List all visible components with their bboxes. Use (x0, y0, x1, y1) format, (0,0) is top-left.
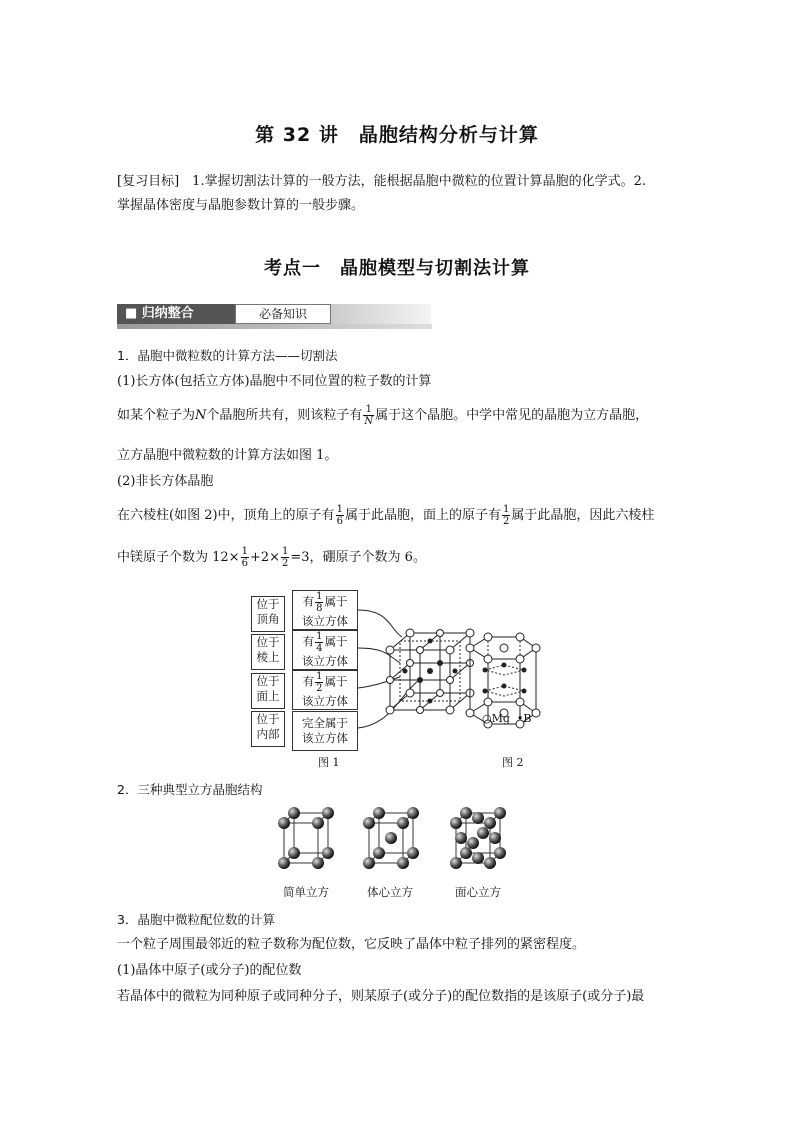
mg-atom (466, 644, 474, 652)
fig1-desc-text: 该立方体 (302, 694, 348, 708)
para-line-2: 立方晶胞中微粒数的计算方法如图 1。 (117, 448, 338, 463)
frac-num: 1 (316, 671, 323, 682)
atom-corner (386, 706, 394, 714)
legend-b: •B (516, 712, 532, 725)
fraction (363, 404, 374, 427)
connector-line (358, 610, 402, 637)
heading-2: 2．三种典型立方晶胞结构 (117, 782, 263, 797)
para-line-4 (117, 546, 426, 570)
page-title: 第 32 讲 晶胞结构分析与计算 (255, 124, 539, 146)
label-simple-cubic: 简单立方 (283, 885, 329, 899)
text-run: 个晶胞所共有，则该粒子有 (206, 408, 363, 423)
frac-num: 1 (363, 404, 374, 416)
fig1-desc-text: 完全属于 (302, 716, 348, 730)
text-run: =3，硼原子个数为 6。 (290, 550, 426, 565)
atom-corner (446, 706, 454, 714)
text-run: 如某个粒子为 (117, 408, 196, 423)
review-goals (117, 170, 677, 218)
fraction (241, 546, 249, 569)
fig1-desc-text: 有 (302, 594, 315, 609)
fraction (502, 504, 510, 527)
review-line1: 1.掌握切割法计算的一般方法，能根据晶胞中微粒的位置计算晶胞的化学式。2. (192, 174, 646, 189)
heading-1: 1．晶胞中微粒数的计算方法——切割法 (117, 348, 338, 363)
frac-den: N (364, 416, 374, 427)
para-line-1 (117, 404, 687, 428)
sub-heading-1: (1)长方体(包括立方体)晶胞中不同位置的粒子数的计算 (117, 374, 432, 389)
fig1-pos-text: 面上 (256, 689, 280, 703)
atom-corner (406, 689, 414, 697)
atom-corner (446, 646, 454, 654)
frac-den: 2 (502, 516, 510, 527)
fig1-pos-text: 位于 (256, 674, 280, 688)
b-atom (483, 668, 488, 673)
fig1-desc-text: 属于 (324, 634, 348, 649)
frac-den: 2 (316, 683, 323, 694)
fig1-desc-text: 有 (302, 674, 315, 689)
review-label: [复习目标] (117, 174, 180, 189)
fig1-pos-text: 棱上 (256, 650, 280, 664)
banner-tail (331, 304, 431, 324)
label-bcc: 体心立方 (367, 885, 413, 899)
sub-heading-2: (2)非长方体晶胞 (117, 474, 214, 489)
text-run: 属于这个晶胞。中学中常见的晶胞为立方晶胞， (375, 408, 649, 423)
frac-den: 6 (241, 558, 248, 569)
fig1-caption: 图 1 (318, 756, 340, 769)
fraction (336, 504, 344, 527)
fig2-caption: 图 2 (502, 756, 524, 769)
frac-num: 1 (316, 591, 323, 602)
sub-heading-3: (1)晶体中原子(或分子)的配位数 (117, 963, 302, 978)
fig1-desc-text: 该立方体 (302, 614, 348, 628)
frac-num: 1 (282, 546, 289, 557)
fig1-pos-text: 顶角 (256, 612, 280, 626)
frac-num: 1 (241, 546, 248, 557)
frac-num: 1 (502, 504, 510, 515)
fig1-desc-text: 该立方体 (302, 731, 348, 745)
fig2-legend (482, 712, 531, 725)
fraction (281, 546, 289, 569)
legend-mg: ○Mg (482, 712, 510, 725)
frac-den: 2 (282, 558, 289, 569)
text-run: +2× (249, 550, 281, 565)
atom-corner (406, 629, 414, 637)
frac-num: 1 (316, 631, 323, 642)
section-title: 考点一 晶胞模型与切割法计算 (264, 258, 530, 279)
review-line2: 掌握晶体密度与晶胞参数计算的一般步骤。 (117, 198, 365, 213)
atom-corner (466, 629, 474, 637)
banner-dark-label: ■ 归纳整合 (117, 304, 235, 324)
crystal-figures (240, 585, 560, 775)
para-line-3 (117, 504, 687, 528)
text-run: 属于此晶胞，因此六棱柱 (511, 508, 655, 523)
para-line-5: 一个粒子周围最邻近的粒子数称为配位数，它反映了晶体中粒子排列的紧密程度。 (117, 937, 586, 952)
fig1-pos-text: 位于 (256, 712, 280, 726)
section-banner (117, 304, 432, 330)
atom-corner (386, 646, 394, 654)
atom-interior (417, 677, 423, 683)
fig1-pos-text: 位于 (256, 635, 280, 649)
fig1-pos-text: 内部 (256, 727, 280, 741)
heading-3: 3．晶胞中微粒配位数的计算 (117, 912, 275, 927)
cubic-lattices (270, 805, 530, 885)
fig1-desc-text: 有 (302, 634, 315, 649)
text-run: 属于此晶胞，面上的原子有 (344, 508, 501, 523)
var-n: N (195, 408, 207, 423)
banner-shade (117, 324, 432, 329)
fig1-desc-text: 该立方体 (302, 654, 348, 668)
text-run: 在六棱柱(如图 2)中，顶角上的原子有 (117, 508, 335, 523)
banner-light-label: 必备知识 (235, 304, 331, 324)
text-run: 中镁原子个数为 12× (117, 550, 240, 565)
frac-den: 4 (316, 643, 323, 654)
connector-line (358, 681, 418, 728)
para-line-6: 若晶体中的微粒为同种原子或同种分子，则某原子(或分子)的配位数指的是该原子(或分子)最 (117, 989, 645, 1004)
fig1-desc-text: 属于 (324, 594, 348, 609)
frac-num: 1 (336, 504, 343, 515)
frac-den: 6 (336, 516, 343, 527)
fig1-pos-text: 位于 (256, 597, 280, 611)
label-fcc: 面心立方 (455, 885, 501, 899)
fig1-desc-text: 属于 (324, 674, 348, 689)
frac-den: 8 (316, 603, 323, 614)
